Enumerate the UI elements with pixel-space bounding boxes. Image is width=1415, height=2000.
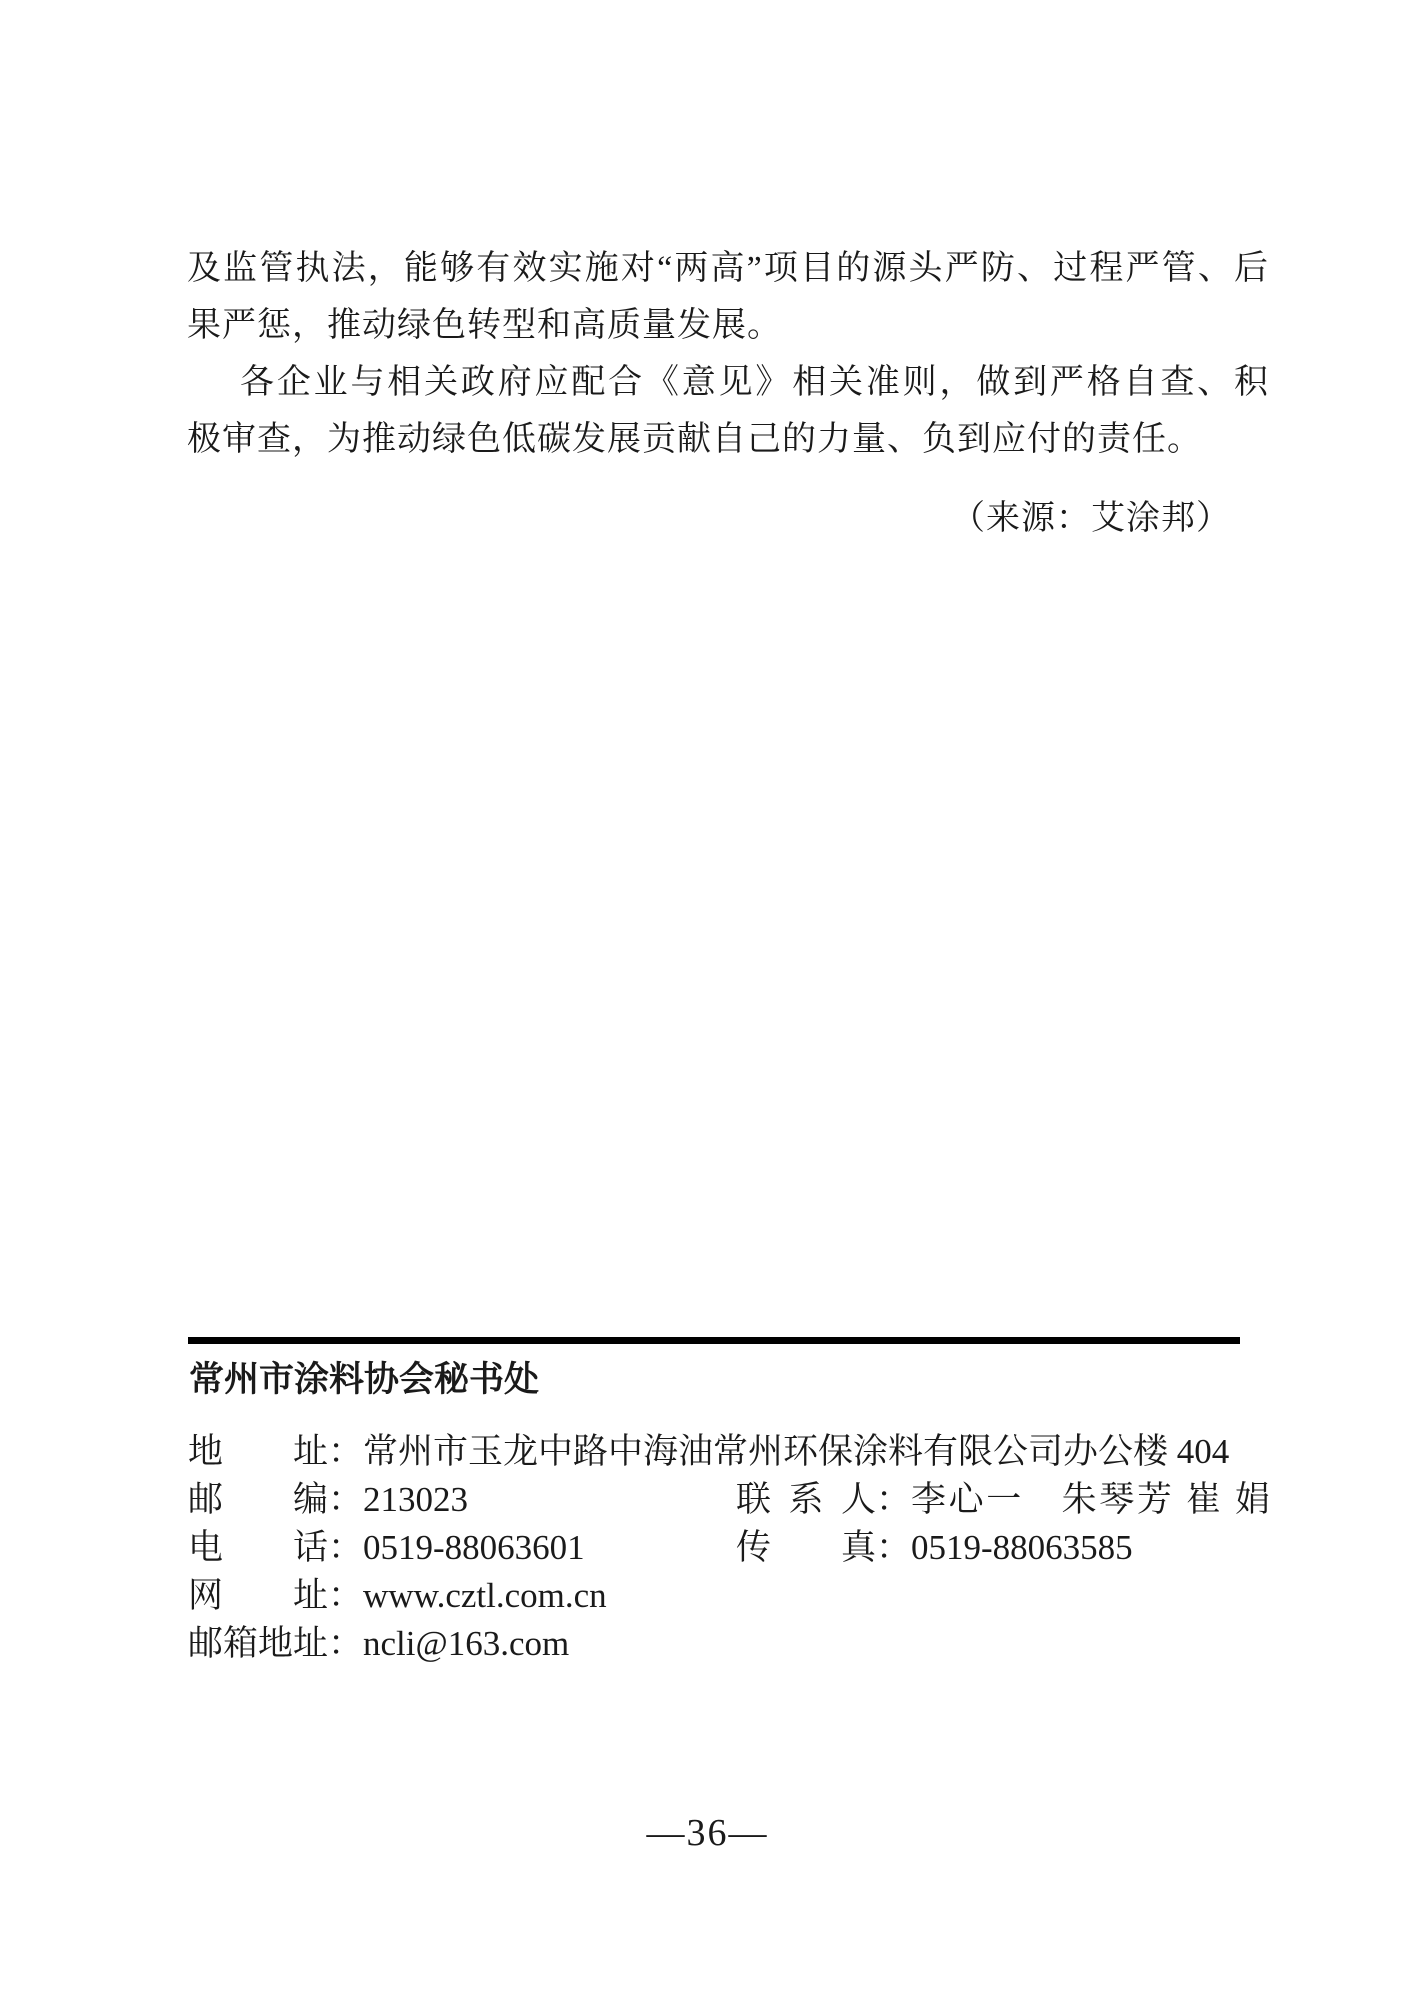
address-label: 地址	[188, 1432, 328, 1471]
body-line: 各企业与相关政府应配合《意见》相关准则，做到严格自查、积	[240, 364, 1269, 401]
article-body	[187, 240, 1269, 547]
contacts-cell	[736, 1476, 1270, 1524]
email-label: 邮箱地址	[188, 1624, 329, 1663]
label-colon: ：	[876, 1480, 912, 1519]
fax-label: 传真	[736, 1528, 876, 1567]
phone-cell	[188, 1524, 736, 1572]
footer-org-title: 常州市涂料协会秘书处	[189, 1360, 540, 1399]
contact-row-email	[188, 1620, 1270, 1668]
source-attribution: （来源：艾涂邦）	[951, 500, 1231, 537]
phone-label: 电话	[188, 1528, 328, 1567]
label-colon: ：	[328, 1576, 364, 1615]
fax-value: 0519-88063585	[911, 1528, 1133, 1567]
page-number: —36—	[646, 1812, 769, 1854]
contact-row-address	[188, 1428, 1270, 1476]
email-value: ncli@163.com	[363, 1624, 570, 1663]
website-label: 网址	[188, 1576, 328, 1615]
label-colon: ：	[876, 1528, 912, 1567]
footer-divider	[188, 1337, 1240, 1344]
contact-block	[188, 1428, 1270, 1668]
contacts-value: 李心一 朱琴芳 崔 娟	[911, 1480, 1270, 1519]
contact-row-phone-fax	[188, 1524, 1270, 1572]
label-colon: ：	[328, 1480, 364, 1519]
label-colon: ：	[328, 1432, 364, 1471]
phone-value: 0519-88063601	[363, 1528, 585, 1567]
body-line: 果严惩，推动绿色转型和高质量发展。	[187, 307, 782, 344]
postcode-label: 邮编	[188, 1480, 328, 1519]
postcode-cell	[188, 1476, 736, 1524]
address-value: 常州市玉龙中路中海油常州环保涂料有限公司办公楼 404	[363, 1432, 1230, 1471]
label-colon: ：	[328, 1528, 364, 1567]
postcode-value: 213023	[363, 1480, 469, 1519]
contacts-label: 联系人	[736, 1480, 876, 1519]
label-colon: ：	[328, 1624, 364, 1663]
body-line: 及监管执法，能够有效实施对“两高”项目的源头严防、过程严管、后	[187, 250, 1269, 287]
fax-cell	[736, 1524, 1270, 1572]
contact-row-website	[188, 1572, 1270, 1620]
contact-row-postcode-contacts	[188, 1476, 1270, 1524]
website-value: www.cztl.com.cn	[363, 1576, 607, 1615]
body-line: 极审查，为推动绿色低碳发展贡献自己的力量、负到应付的责任。	[187, 421, 1202, 458]
